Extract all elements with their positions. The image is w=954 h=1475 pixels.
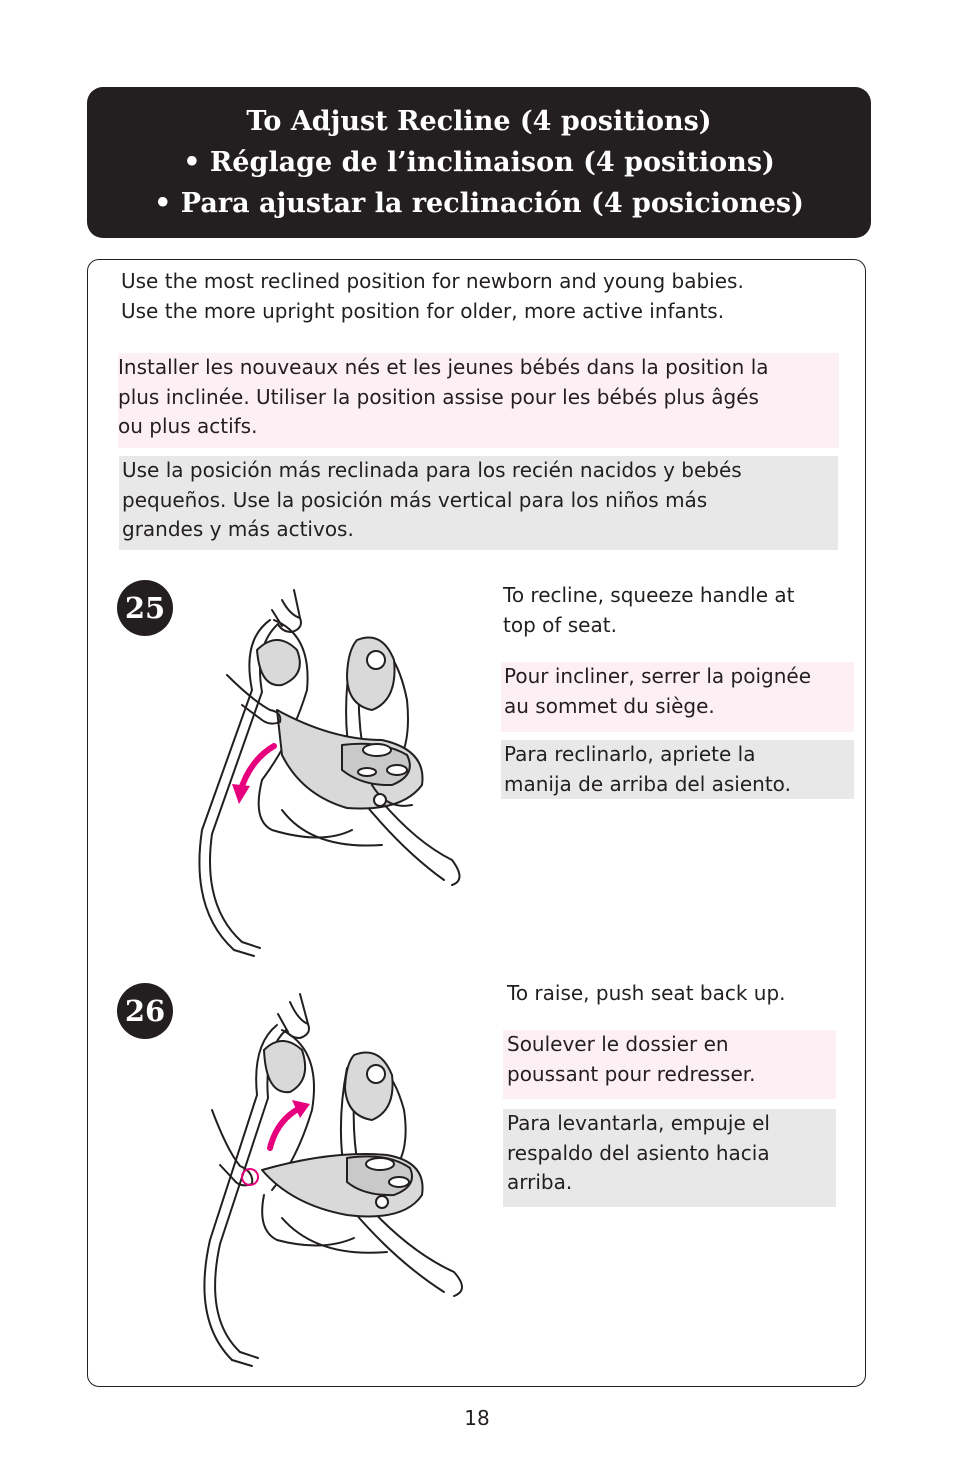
- step-25-english: [503, 581, 833, 640]
- intro-english-line: Use the most reclined position for newborn and young babies.: [121, 269, 744, 293]
- intro-french-line: ou plus actifs.: [118, 414, 258, 438]
- intro-english-line: Use the more upright position for older, more active infants.: [121, 298, 725, 323]
- step-25-french-line: Pour incliner, serrer la poignée: [504, 664, 812, 688]
- step-26-english-line: To raise, push seat back up.: [507, 981, 786, 1005]
- step-26-spanish-line: arriba.: [507, 1170, 573, 1194]
- step-number-26: 26: [117, 983, 173, 1039]
- step-26-french: [503, 1030, 836, 1099]
- intro-spanish-line: grandes y más activos.: [122, 517, 354, 541]
- step-26-spanish-line: Para levantarla, empuje el: [507, 1111, 770, 1135]
- intro-french-line: plus inclinée. Utiliser la position assise pour les bébés plus âgés: [118, 384, 759, 409]
- step-26-spanish-line: respaldo del asiento hacia: [507, 1140, 770, 1165]
- intro-spanish-line: Use la posición más reclinada para los recién nacidos y bebés: [122, 458, 742, 482]
- intro-french-line: Installer les nouveaux nés et les jeunes bébés dans la position la: [118, 355, 769, 379]
- intro-spanish: [119, 456, 838, 550]
- step-26-french-line: Soulever le dossier en: [507, 1032, 729, 1056]
- step-26-french-line: poussant pour redresser.: [507, 1061, 756, 1086]
- section-header: [87, 87, 871, 238]
- step-26-spanish: [503, 1109, 836, 1207]
- step-25-spanish: [501, 740, 854, 799]
- step-25-french-line: au sommet du siège.: [504, 693, 715, 718]
- intro-spanish-line: pequeños. Use la posición más vertical para los niños más: [122, 487, 708, 512]
- header-title-spanish: • Para ajustar la reclinación (4 posiciones): [154, 188, 804, 219]
- intro-french: [118, 353, 839, 448]
- swing-recline-illustration: [182, 580, 472, 965]
- step-25-spanish-line: manija de arriba del asiento.: [504, 771, 791, 796]
- step-25-english-line: To recline, squeeze handle at: [503, 583, 795, 607]
- swing-raise-illustration: [182, 990, 482, 1370]
- step-number-25: 25: [117, 580, 173, 636]
- header-title-english: To Adjust Recline (4 positions): [246, 106, 712, 137]
- step-25-french: [501, 662, 854, 732]
- step-26-english: [507, 979, 837, 1009]
- step-25-spanish-line: Para reclinarlo, apriete la: [504, 742, 756, 766]
- intro-english: [121, 267, 841, 326]
- page-number: 18: [464, 1406, 490, 1430]
- header-title-french: • Réglage de l’inclinaison (4 positions): [183, 147, 775, 178]
- step-25-english-line: top of seat.: [503, 612, 617, 637]
